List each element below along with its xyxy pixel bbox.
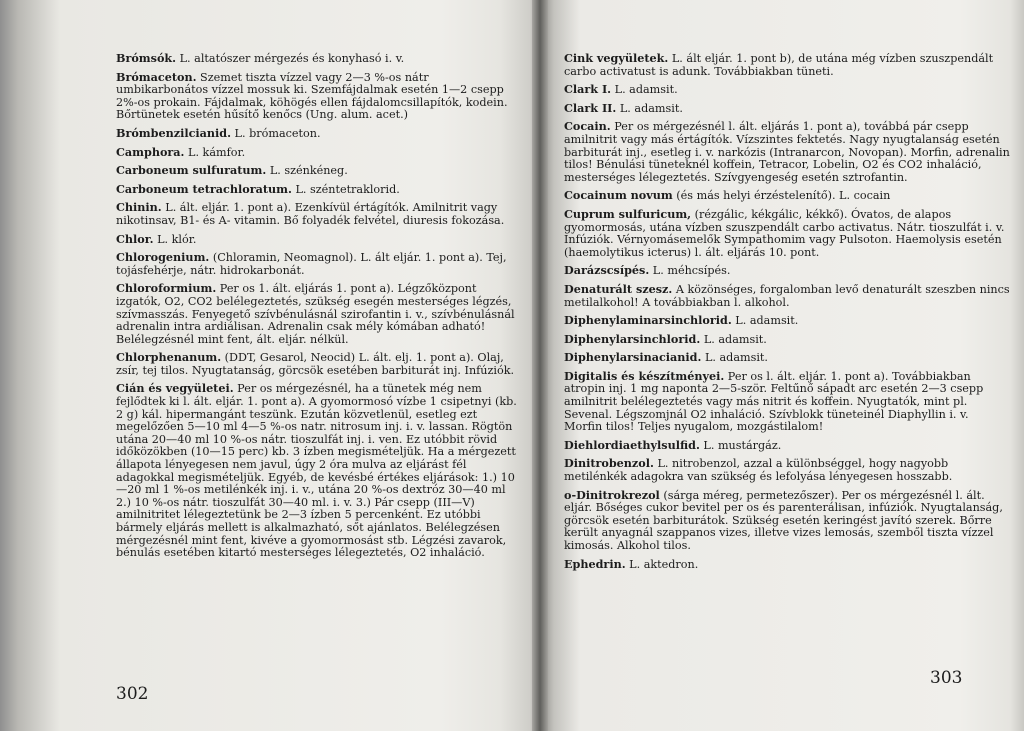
entry-text: L. ált eljár. 1. pont b), de utána még vízben szuszpendált carbo activatust is adunk. Továbbiakban tüneti.	[564, 52, 994, 78]
dictionary-entry	[564, 102, 1010, 116]
entry-headword: Camphora.	[116, 144, 185, 159]
dictionary-entry	[116, 146, 524, 160]
dictionary-entry	[116, 52, 524, 66]
entry-headword: o-Dinitrokrezol	[564, 487, 660, 502]
entry-headword: Diphenylarsinchlorid.	[564, 331, 701, 346]
entry-text: (rézgálic, kékgálic, kékkő). Óvatos, de alapos gyomormosás, utána vízben szuszpendált carbo activatus. Nátr. tioszulfát i. v. Infúziók. Vérnyomásemelők Sympathomim vagy Pulsoton. Haemolysis esetén (haemolytikus icterus) l. ált. eljárás 10. pont.	[564, 207, 1005, 259]
entry-text: L. aktedron.	[625, 557, 699, 571]
entry-text: Per os l. ált. eljár. 1. pont a). Továbbiakban atropin inj. 1 mg naponta 2—5-ször. Feltűnő sápadt arc esetén 2—3 csepp amilnitrit belélegeztetés vagy más nitrit és koffein. Nyugtatók, mint pl. Sevenal. Légszomjnál O2 inhaláció. Szívblokk tüneteinél Diaphyllin i. v. Morfin tilos! Teljes nyugalom, mozgástilalom!	[564, 369, 984, 434]
entry-headword: Diphenylaminarsinchlorid.	[564, 313, 732, 328]
entry-text: L. klór.	[153, 232, 197, 246]
entry-headword: Digitalis és készítményei.	[564, 368, 725, 383]
entry-headword: Brómaceton.	[116, 69, 197, 84]
entry-headword: Carboneum sulfuratum.	[116, 163, 267, 178]
dictionary-entry	[564, 333, 1010, 347]
entry-text: (és más helyi érzéstelenítő). L. cocain	[672, 189, 891, 203]
entry-headword: Carboneum tetrachloratum.	[116, 181, 292, 196]
entry-text: L. nitrobenzol, azzal a különbséggel, hogy nagyobb metilénkék adagokra van szükség és lefolyása lényegesen hosszabb.	[564, 457, 953, 484]
dictionary-entry	[564, 351, 1010, 365]
entry-headword: Brómbenzilcianid.	[116, 125, 231, 140]
entry-text: (sárga méreg, permetezőszer). Per os mérgezésnél l. ált. eljár. Bőséges cukor bevitel per os és parenterálisan, infúziók. Nyugtalanság, görcsök esetén barbiturátok. Szükség esetén keringést javító szerek. Bőrre került anyagnál szappanos vizes, illetve vizes lemosás, szemből tiszta vízzel kimosás. Alkohol tilos.	[564, 488, 1003, 552]
entry-text: L. ált. eljár. 1. pont a). Ezenkívül értágítók. Amilnitrit vagy nikotinsav, B1- és A- vitamin. Bő folyadék felvétel, diuresis fokozása.	[116, 201, 505, 227]
entry-text: Per os mérgezésnél l. ált. eljárás 1. pont a), továbbá pár csepp amilnitrit vagy más értágítók. Vízszintes fektetés. Nagy nyugtalanság esetén barbiturát inj., esetleg i. v. narkózis (Intranarcon, Novopan). Morfin, adrenalin tilos! Bénulási tüneteknél koffein, Tetracor, Lobelin, O2 és CO2 inhaláció, mesterséges lélegeztetés. Szívgyengeség esetén sztrofantin.	[564, 120, 1010, 184]
entry-text: L. adamsit.	[616, 101, 683, 115]
dictionary-entry	[564, 457, 1010, 483]
entry-text: Szemet tiszta vízzel vagy 2—3 %-os nátr umbikarbonátos vízzel mossuk ki. Szemfájdalmak esetén 1—2 csepp 2%-os prokain. Fájdalmak, köhögés ellen fájdalomcsillapítók, kodein. Bőrtünetek esetén hűsítő kenőcs (Ung. alum. acet.)	[116, 70, 508, 122]
entry-headword: Chloroformium.	[116, 281, 217, 296]
entry-headword: Clark II.	[564, 100, 617, 115]
right-page-column	[564, 52, 1010, 576]
entry-text: (Chloramin, Neomagnol). L. ált eljár. 1. pont a). Tej, tojásfehérje, nátr. hidrokarbonát.	[116, 251, 507, 277]
dictionary-entry	[564, 189, 1010, 203]
entry-text: L. mustárgáz.	[699, 438, 782, 452]
entry-text: Per os mérgezésnél, ha a tünetek még nem fejlődtek ki l. ált. eljár. 1. pont a). A gyomormosó vízbe 1 csipetnyi (kb. 2 g) kál. hipermangánt teszünk. Ezután közvetlenül, esetleg ezt megelőzően 5—10 ml 4—5 %-os natr. nitrosum inj. i. v. lassan. Rögtön utána 20—40 ml 10 %-os nátr. tioszulfát inj. i. ven. Ez utóbbit rövid időközökben (10—15 perc) kb. 3 ízben megismételjük. Ha a mérgezett állapota lényegesen nem javul, úgy 2 óra mulva az eljárást fél adagokkal megismételjük. Egyéb, de kevésbé értékes eljárások: 1.) 10—20 ml 1 %-os metilénkék inj. i. v., utána 20 %-os dextróz 30—40 ml 2.) 10 %-os nátr. tioszulfát 30—40 ml. i. v. 3.) Pár csepp (III—V) amilnitritet lélegeztetünk be 2—3 ízben 5 percenként. Ez utóbbi bármely eljárás mellett is alkalmazható, sőt ajánlatos. Belélegzésen mérgezésnél mint fent, kivéve a gyomormosást stb. Légzési zavarok, bénulás esetében kitartó mesterséges lélegeztetés, O2 inhaláció.	[116, 382, 517, 560]
entry-text: L. adamsit.	[611, 83, 678, 97]
dictionary-entry	[564, 264, 1010, 278]
entry-headword: Brómsók.	[116, 51, 177, 65]
left-page-number: 302	[116, 684, 149, 704]
entry-text: L. méhcsípés.	[649, 264, 731, 278]
dictionary-entry	[564, 283, 1010, 309]
dictionary-entry	[116, 282, 524, 346]
dictionary-entry	[564, 439, 1010, 453]
entry-text: L. kámfor.	[184, 145, 246, 159]
entry-headword: Chlor.	[116, 231, 154, 246]
entry-headword: Ephedrin.	[564, 556, 626, 571]
entry-headword: Cink vegyületek.	[564, 51, 669, 65]
entry-headword: Cocainum novum	[564, 188, 673, 203]
entry-headword: Cián és vegyületei.	[116, 381, 234, 396]
entry-text: L. brómaceton.	[231, 126, 321, 140]
dictionary-entry	[116, 233, 524, 247]
entry-headword: Diehlordiaethylsulfid.	[564, 437, 700, 452]
dictionary-entry	[564, 120, 1010, 184]
entry-text: L. széntetraklorid.	[291, 182, 400, 196]
entry-text: Per os 1. ált. eljárás 1. pont a). Légzőközpont izgatók, O2, CO2 belélegeztetés, szükség esegén mesterséges légzés, szívmasszás. Fenyegető szívbénulásnál szirofantin i. v., szívbénulásnál adrenalin intra ardiálisan. Adrenalin csak mély kómában adható! Belélegzésnél mint fent, ált. eljár. nélkül.	[116, 282, 515, 346]
entry-text: L. adamsit.	[700, 332, 767, 346]
entry-headword: Dinitrobenzol.	[564, 456, 654, 471]
entry-text: (DDT, Gesarol, Neocid) L. ált. elj. 1. pont a). Olaj, zsír, tej tilos. Nyugtatanság, görcsök esetében barbiturát inj. Infúziók.	[116, 351, 515, 377]
dictionary-entry	[564, 370, 1010, 434]
entry-text: L. adamsit.	[731, 314, 799, 328]
entry-headword: Diphenylarsinacianid.	[564, 350, 702, 365]
dictionary-entry	[116, 382, 524, 559]
entry-text: L. altatószer mérgezés és konyhasó i. v.	[176, 52, 405, 65]
entry-headword: Darázscsípés.	[564, 263, 650, 278]
dictionary-entry	[116, 251, 524, 277]
right-page-number: 303	[930, 668, 963, 688]
entry-headword: Denaturált szesz.	[564, 281, 673, 296]
entry-headword: Cuprum sulfuricum,	[564, 206, 692, 221]
left-page-column	[116, 52, 524, 565]
dictionary-entry	[564, 558, 1010, 572]
entry-headword: Clark I.	[564, 82, 612, 97]
dictionary-entry	[564, 52, 1010, 78]
entry-headword: Chlorogenium.	[116, 250, 210, 265]
entry-text: L. adamsit.	[701, 351, 768, 365]
dictionary-entry	[116, 351, 524, 377]
dictionary-entry	[116, 127, 524, 141]
right-page	[540, 0, 1024, 731]
book-gutter	[532, 0, 548, 731]
entry-headword: Chinin.	[116, 200, 162, 215]
entry-text: L. szénkéneg.	[266, 164, 348, 178]
dictionary-entry	[116, 164, 524, 178]
dictionary-entry	[564, 314, 1010, 328]
dictionary-entry	[564, 489, 1010, 553]
entry-headword: Cocain.	[564, 119, 611, 134]
dictionary-entry	[116, 71, 524, 122]
dictionary-entry	[564, 208, 1010, 259]
entry-headword: Chlorphenanum.	[116, 350, 222, 365]
dictionary-entry	[564, 83, 1010, 97]
entry-text: A közönséges, forgalomban levő denaturált szeszben nincs metilalkohol! A továbbiakban l. alkohol.	[564, 282, 1010, 309]
dictionary-entry	[116, 201, 524, 227]
dictionary-entry	[116, 183, 524, 197]
